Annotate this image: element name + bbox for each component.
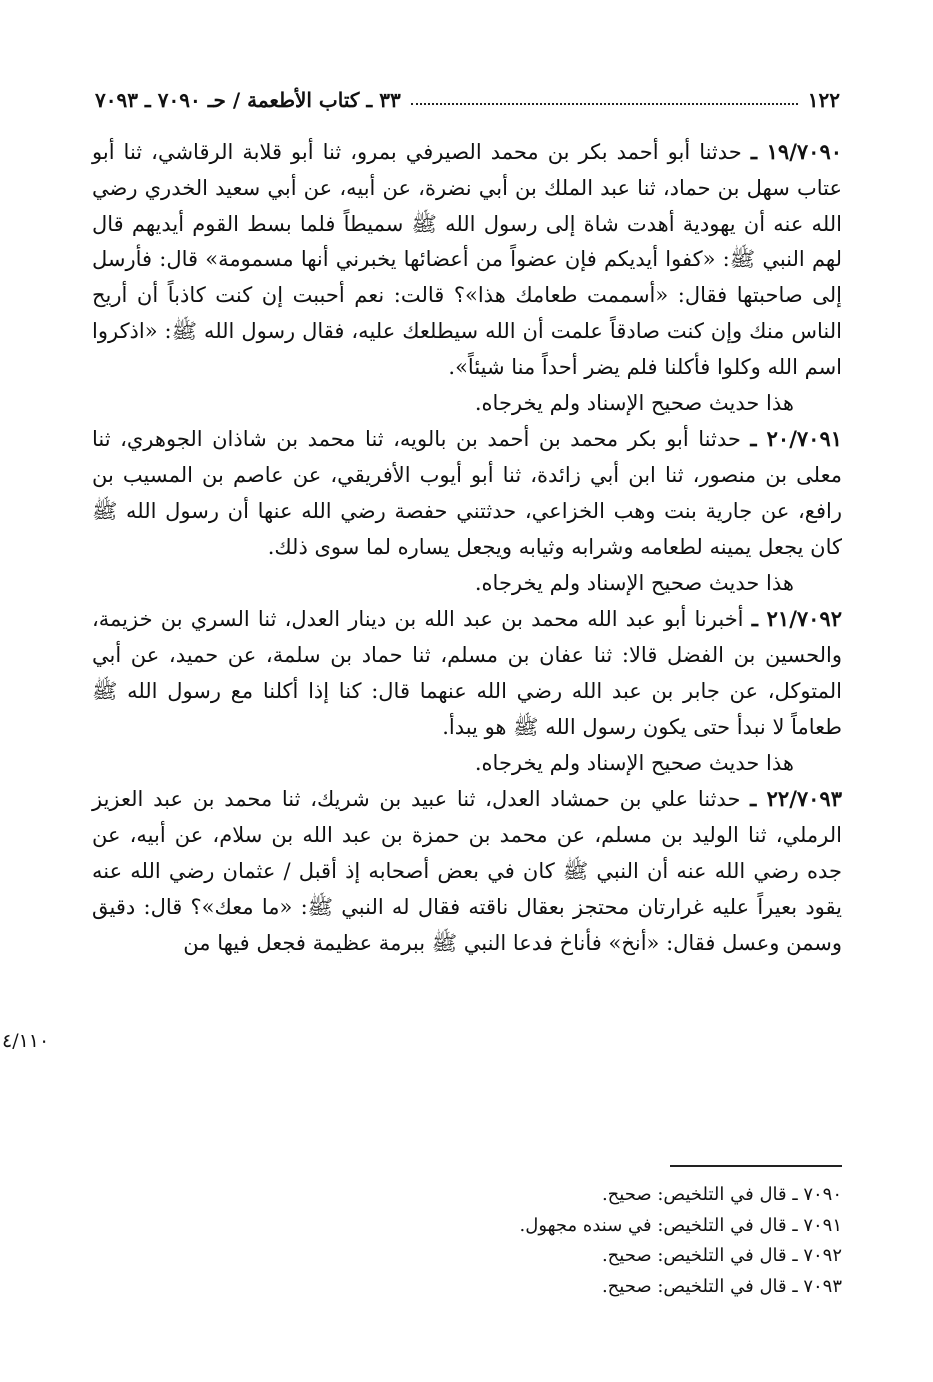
hadith-number: ٢١/٧٠٩٢ ـ [751, 606, 842, 632]
grading-line: هذا حديث صحيح الإسناد ولم يخرجاه. [474, 570, 794, 595]
header-dotted-leader [411, 103, 798, 105]
footnote: ٧٠٩١ ـ قال في التلخيص: في سنده مجهول. [519, 1214, 842, 1236]
grading-line: هذا حديث صحيح الإسناد ولم يخرجاه. [474, 750, 794, 775]
hadith-text: حدثنا علي بن حمشاد العدل، ثنا عبيد بن شريك، ثنا محمد بن عبد العزيز الرملي، ثنا الوليد بن مسلم، عن محمد بن حمزة بن عبد الله بن سلام، عن أبيه، عن جده رضي الله عنه أن النبي ﷺ كان في بعض أصحابه إذ أقبل / عثمان رضي الله عنه يقود بعيراً عليه غرارتان محتجز بعقال ناقته فقال له النبي ﷺ: «ما معك»؟ قال: دقيق وسمن وعسل فقال: «أنخ» فأناخ فدعا النبي ﷺ ببرمة عظيمة فجعل فيها من [92, 787, 842, 955]
running-title: ٣٣ ـ كتاب الأطعمة / حـ ٧٠٩٠ ـ ٧٠٩٣ [95, 88, 401, 112]
hadith-number: ٢٢/٧٠٩٣ ـ [750, 786, 842, 812]
hadith-paragraph [92, 601, 842, 745]
hadith-paragraph [92, 134, 842, 386]
hadith-text: حدثنا أبو بكر محمد بن أحمد بن بالويه، ثنا محمد بن شاذان الجوهري، ثنا معلى بن منصور، ثنا ابن أبي زائدة، ثنا أبو أيوب الأفريقي، عن عاصم بن المسيب بن رافع، عن جارية بنت وهب الخزاعي، حدثتني حفصة رضي الله عنها أن رسول الله ﷺ كان يجعل يمينه لطعامه وشرابه وثيابه ويجعل يساره لما سوى ذلك. [92, 427, 842, 559]
grading-line: هذا حديث صحيح الإسناد ولم يخرجاه. [474, 390, 794, 415]
footnote: ٧٠٩٣ ـ قال في التلخيص: صحيح. [601, 1275, 842, 1297]
footnote-separator [670, 1165, 842, 1167]
footnote: ٧٠٩٢ ـ قال في التلخيص: صحيح. [601, 1245, 842, 1266]
hadith-text: أخبرنا أبو عبد الله محمد بن عبد الله بن دينار العدل، ثنا السري بن خزيمة، والحسين بن الفضل قالا: ثنا عفان بن مسلم، ثنا حماد بن سلمة، عن حميد، عن أبي المتوكل، عن جابر بن عبد الله رضي الله عنهما قال: كنا إذا أكلنا مع رسول الله ﷺ طعاماً لا نبدأ حتى يكون رسول الله ﷺ هو يبدأ. [92, 607, 842, 739]
footnotes [92, 1180, 842, 1302]
hadith-paragraph [92, 781, 842, 961]
hadith-number: ١٩/٧٠٩٠ ـ [750, 139, 843, 164]
margin-reference: ٤/١١٠ [2, 1030, 50, 1052]
main-text [92, 134, 842, 961]
hadith-text: حدثنا أبو أحمد بكر بن محمد الصيرفي بمرو، ثنا أبو قلابة الرقاشي، ثنا أبو عتاب سهل بن حماد، ثنا عبد الملك بن أبي نضرة، عن أبيه، عن أبي سعيد الخدري رضي الله عنه أن يهودية أهدت شاة إلى رسول الله ﷺ سميطاً فلما بسط القوم أيديهم قال لهم النبي ﷺ: «كفوا أيديكم فإن عضواً من أعضائها يخبرني أنها مسمومة» قال: فأرسل إلى صاحبتها فقال: «أسممت طعامك هذا»؟ قالت: نعم أحببت إن كنت كاذباً أن أريح الناس منك وإن كنت صادقاً علمت أن الله سيطلعك عليه، فقال رسول الله ﷺ: «اذكروا اسم الله وكلوا فأكلنا فلم يضر أحداً منا شيئاً». [92, 140, 842, 379]
page-number: ١٢٢ [807, 88, 840, 112]
hadith-paragraph [92, 421, 842, 565]
footnote: ٧٠٩٠ ـ قال في التلخيص: صحيح. [601, 1184, 842, 1205]
hadith-number: ٢٠/٧٠٩١ ـ [750, 426, 843, 452]
page-header [95, 84, 840, 116]
